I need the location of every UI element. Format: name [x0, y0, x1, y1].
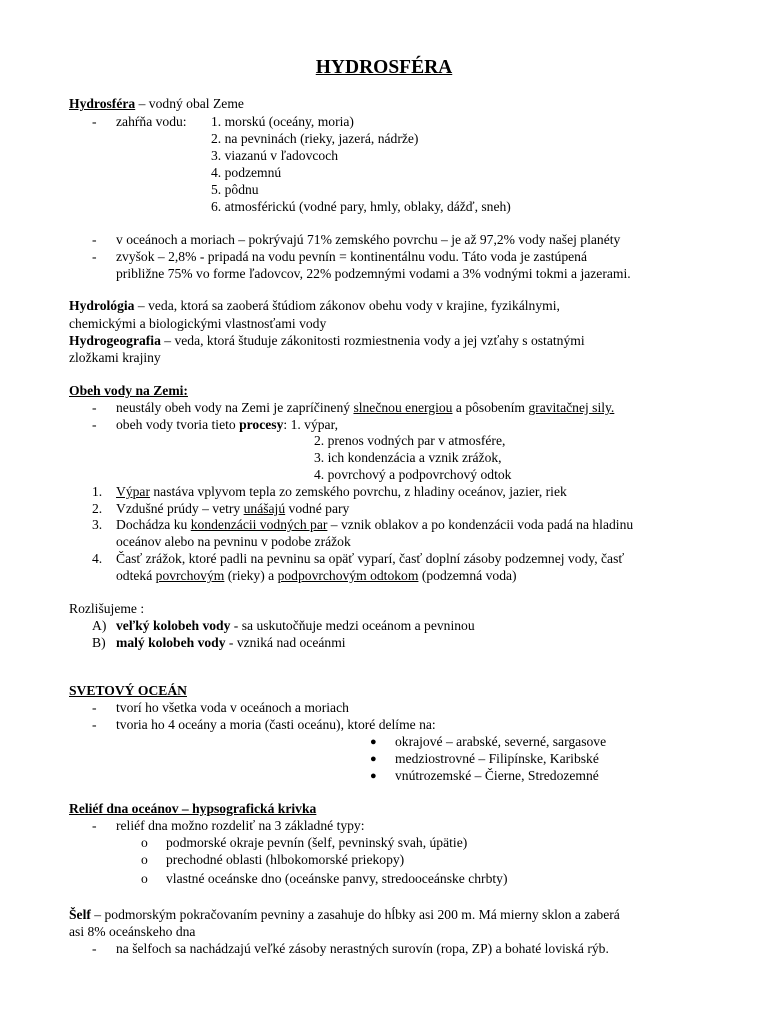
- dash-marker: -: [92, 941, 97, 956]
- condensation-item: Dochádza ku kondenzácii vodných par – vznik oblakov a po kondenzácii voda padá na hladinu: [116, 517, 634, 532]
- relief-intro: reliéf dna možno rozdeliť na 3 základné typy:: [116, 818, 365, 833]
- page-title: HYDROSFÉRA: [315, 57, 453, 78]
- water-cycle-cause: neustály obeh vody na Zemi je zapríčinený slnečnou energiou a pôsobením gravitačnej sily.: [116, 400, 615, 415]
- precipitation-item: Časť zrážok, ktoré padli na pevninu sa opäť vyparí, časť doplní zásoby podzemnej vody, časť: [116, 551, 625, 566]
- hydrosfera-definition: [69, 96, 244, 112]
- hydrologia-term: Hydrológia: [69, 298, 135, 313]
- hydrologia-definition: [69, 298, 560, 314]
- water-type-item: 6. atmosférickú (vodné pary, hmly, oblaky, dážď, sneh): [211, 199, 511, 214]
- water-cycle-heading: Obeh vody na Zemi:: [69, 383, 188, 398]
- water-type-item: 1. morskú (oceány, moria): [211, 114, 354, 129]
- sea-type-item: okrajové – arabské, severné, sargasove: [395, 734, 607, 749]
- bullet-icon: ●: [370, 770, 377, 782]
- shelf-resources: na šelfoch sa nachádzajú veľké zásoby nerastných surovín (ropa, ZP) a bohaté loviská rýb.: [116, 941, 609, 956]
- shelf-definition: Šelf – podmorským pokračovaním pevniny a zasahuje do hĺbky asi 200 m. Má mierny sklon a zaberá: [69, 907, 620, 922]
- large-cycle-item: veľký kolobeh vody - sa uskutočňuje medzi oceánom a pevninou: [116, 618, 475, 633]
- water-type-item: 4. podzemnú: [211, 165, 282, 180]
- relief-heading: Reliéf dna oceánov – hypsografická krivka: [69, 801, 317, 816]
- water-type-item: 3. viazanú v ľadovcoch: [211, 148, 339, 163]
- hydrosfera-def: – vodný obal Zeme: [135, 96, 244, 111]
- zahrna-label: zahŕňa vodu:: [116, 114, 187, 129]
- water-type-item: 2. na pevninách (rieky, jazerá, nádrže): [211, 131, 419, 146]
- hydrogeografia-term: Hydrogeografia: [69, 333, 161, 348]
- hydrogeografia-def-cont: zložkami krajiny: [69, 350, 161, 365]
- hydrosfera-term: Hydrosféra: [69, 96, 136, 111]
- relief-type-item: prechodné oblasti (hlbokomorské priekopy): [166, 852, 405, 867]
- hydrogeografia-definition: [69, 333, 585, 349]
- sea-type-item: vnútrozemské – Čierne, Stredozemné: [395, 768, 599, 783]
- hydrologia-def: – veda, ktorá sa zaoberá štúdiom zákonov obehu vody v krajine, fyzikálnymi,: [134, 298, 560, 313]
- list-letter: A): [92, 618, 107, 633]
- sea-type-item: medziostrovné – Filipínske, Karibské: [395, 751, 599, 766]
- relief-type-item: podmorské okraje pevnín (šelf, pevninský svah, úpätie): [166, 835, 468, 850]
- circle-bullet-icon: o: [141, 835, 148, 850]
- process-item: 3. ich kondenzácia a vznik zrážok,: [314, 450, 502, 465]
- dash-marker: -: [92, 700, 97, 715]
- remainder-text-2: približne 75% vo forme ľadovcov, 22% podzemnými vodami a 3% vodnými tokmi a jazerami.: [116, 266, 631, 281]
- bullet-icon: ●: [370, 753, 377, 765]
- world-ocean-heading: SVETOVÝ OCEÁN: [69, 683, 187, 698]
- shelf-definition-cont: asi 8% oceánskeho dna: [69, 924, 196, 939]
- process-item: 4. povrchový a podpovrchový odtok: [314, 467, 512, 482]
- shelf-term: Šelf: [69, 907, 91, 922]
- hydrogeografia-def: – veda, ktorá študuje zákonitosti rozmiestnenia vody a jej vzťahy s ostatnými: [160, 333, 585, 348]
- list-number: 3.: [92, 517, 103, 532]
- circle-bullet-icon: o: [141, 852, 148, 867]
- dash-marker: -: [92, 717, 97, 732]
- dash-marker: -: [92, 818, 97, 833]
- evaporation-item: Výpar nastáva vplyvom tepla zo zemského povrchu, z hladiny oceánov, jazier, riek: [116, 484, 567, 499]
- hydrologia-def-cont: chemickými a biologickými vlastnosťami vody: [69, 316, 327, 331]
- relief-type-item: vlastné oceánske dno (oceánske panvy, stredooceánske chrbty): [166, 871, 508, 886]
- water-type-item: 5. pôdnu: [211, 182, 259, 197]
- small-cycle-item: malý kolobeh vody - vzniká nad oceánmi: [116, 635, 346, 650]
- dash-marker: -: [92, 249, 97, 264]
- world-ocean-line-1: tvorí ho všetka voda v oceánoch a moriach: [116, 700, 349, 715]
- condensation-item-cont: oceánov alebo na pevninu v podobe zrážok: [116, 534, 351, 549]
- list-number: 4.: [92, 551, 103, 566]
- bullet-icon: ●: [370, 736, 377, 748]
- distinguish-intro: Rozlišujeme :: [69, 601, 145, 616]
- list-letter: B): [92, 635, 106, 650]
- list-number: 2.: [92, 501, 103, 516]
- ocean-share-text: v oceánoch a moriach – pokrývajú 71% zemského povrchu – je až 97,2% vody našej planéty: [116, 232, 621, 247]
- water-cycle-processes: obeh vody tvoria tieto procesy: 1. výpar,: [116, 417, 338, 432]
- dash-marker: -: [92, 114, 97, 129]
- dash-marker: -: [92, 400, 97, 415]
- list-number: 1.: [92, 484, 103, 499]
- process-item: 2. prenos vodných par v atmosfére,: [314, 433, 506, 448]
- dash-marker: -: [92, 417, 97, 432]
- remainder-text-1: zvyšok – 2,8% - pripadá na vodu pevnín = kontinentálnu vodu. Táto voda je zastúpená: [116, 249, 588, 264]
- dash-marker: -: [92, 232, 97, 247]
- world-ocean-line-2: tvoria ho 4 oceány a moria (časti oceánu), ktoré delíme na:: [116, 717, 436, 732]
- air-currents-item: Vzdušné prúdy – vetry unášajú vodné pary: [116, 501, 350, 516]
- precipitation-item-cont: odteká povrchovým (rieky) a podpovrchovým odtokom (podzemná voda): [116, 568, 517, 583]
- circle-bullet-icon: o: [141, 871, 148, 886]
